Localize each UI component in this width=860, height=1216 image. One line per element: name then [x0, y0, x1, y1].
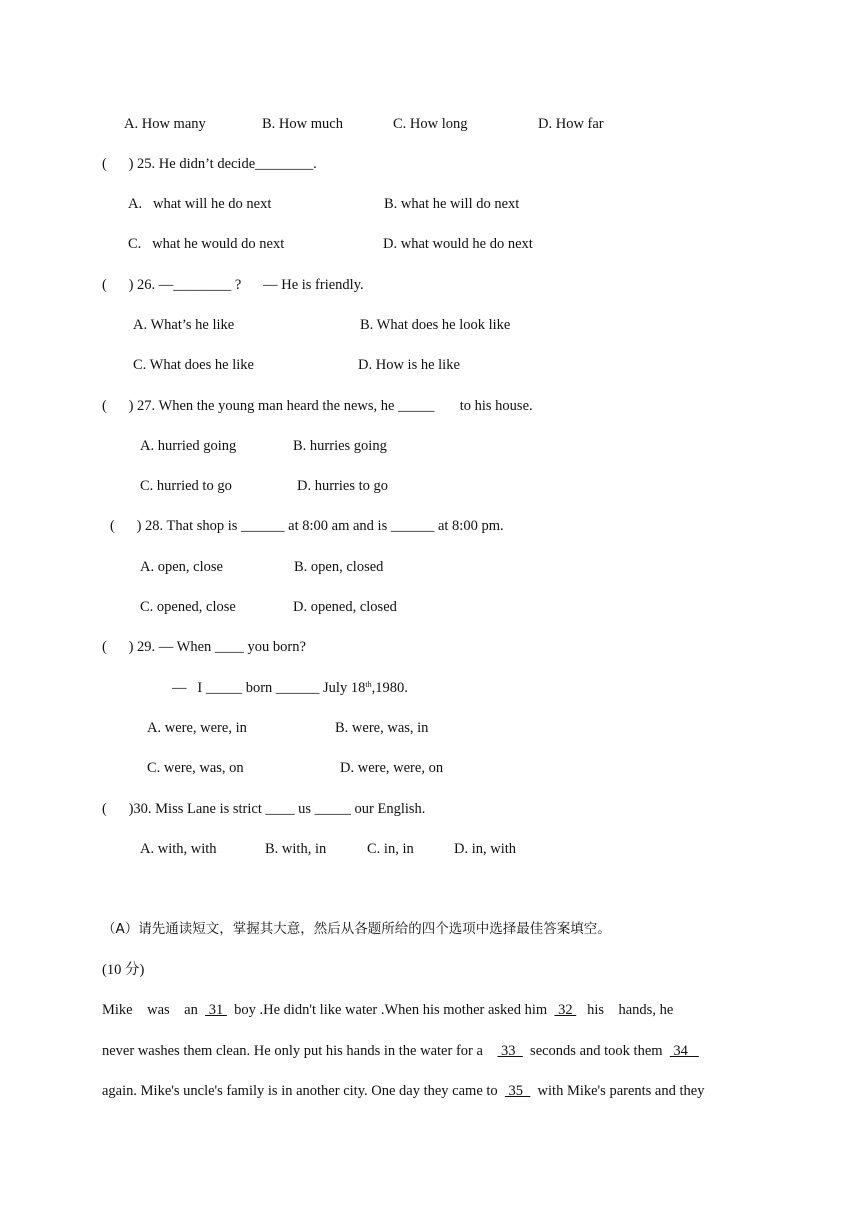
- q27-option-c: C. hurried to go: [140, 478, 232, 494]
- passage-text: again. Mike's uncle's family is in another city. One day they came to: [102, 1083, 505, 1099]
- blank-34: 34: [669, 1043, 699, 1059]
- q30-option-c: C. in, in: [367, 841, 414, 857]
- q26-option-d: D. How is he like: [358, 357, 460, 373]
- q24-option-c: C. How long: [393, 116, 468, 132]
- passage-text: boy .He didn't like water .When his mother asked him: [226, 1002, 555, 1018]
- passage-line-1: [102, 1001, 673, 1019]
- q25-stem: ( ) 25. He didn’t decide________.: [102, 156, 317, 172]
- q28-option-a: A. open, close: [140, 559, 223, 575]
- q29-reply: [172, 679, 408, 697]
- q25-option-c: C. what he would do next: [128, 236, 285, 252]
- q26-stem: ( ) 26. —________ ? — He is friendly.: [102, 277, 364, 293]
- q29-option-b: B. were, was, in: [335, 720, 429, 736]
- q24-option-a: A. How many: [124, 116, 206, 132]
- q27-option-b: B. hurries going: [293, 438, 387, 454]
- blank-32: 32: [554, 1002, 577, 1018]
- passage-text: Mike was an: [102, 1002, 206, 1018]
- q27-stem: ( ) 27. When the young man heard the news, he _____ to his house.: [102, 398, 533, 414]
- q29-reply-year: ,1980.: [371, 680, 408, 696]
- q30-option-d: D. in, with: [454, 841, 517, 857]
- q30-stem: ( )30. Miss Lane is strict ____ us _____ our English.: [102, 801, 426, 817]
- passage-line-2: [102, 1042, 699, 1060]
- q29-stem: ( ) 29. — When ____ you born?: [102, 639, 306, 655]
- q30-option-a: A. with, with: [140, 841, 217, 857]
- q24-option-d: D. How far: [538, 116, 604, 132]
- q30-option-b: B. with, in: [265, 841, 327, 857]
- q25-option-a: A. what will he do next: [128, 196, 272, 212]
- q26-option-b: B. What does he look like: [360, 317, 511, 333]
- q28-stem: ( ) 28. That shop is ______ at 8:00 am and is ______ at 8:00 pm.: [110, 518, 504, 534]
- passage-line-3: [102, 1082, 704, 1100]
- q26-option-c: C. What does he like: [133, 357, 254, 373]
- passage-text: his hands, he: [576, 1002, 674, 1018]
- q29-option-d: D. were, were, on: [340, 760, 444, 776]
- section-a-score: (10 分): [102, 962, 145, 978]
- q24-option-b: B. How much: [262, 116, 343, 132]
- passage-text: with Mike's parents and they: [530, 1083, 705, 1099]
- q26-option-a: A. What’s he like: [133, 317, 235, 333]
- blank-33: 33: [497, 1043, 523, 1059]
- q27-option-d: D. hurries to go: [297, 478, 389, 494]
- q29-option-c: C. were, was, on: [147, 760, 244, 776]
- q25-option-d: D. what would he do next: [383, 236, 533, 252]
- q25-option-b: B. what he will do next: [384, 196, 520, 212]
- q28-option-b: B. open, closed: [294, 559, 384, 575]
- passage-text: never washes them clean. He only put his hands in the water for a: [102, 1043, 498, 1059]
- q29-reply-text: — I _____ born ______ July 18: [172, 680, 366, 696]
- q27-option-a: A. hurried going: [140, 438, 237, 454]
- blank-35: 35: [504, 1083, 531, 1099]
- passage-text: seconds and took them: [522, 1043, 670, 1059]
- q28-option-d: D. opened, closed: [293, 599, 397, 615]
- section-a-instruction: （A）请先通读短文，掌握其大意，然后从各题所给的四个选项中选择最佳答案填空。: [102, 921, 611, 937]
- q29-reply-superscript: th: [365, 680, 372, 689]
- q28-option-c: C. opened, close: [140, 599, 236, 615]
- blank-31: 31: [205, 1002, 227, 1018]
- q29-option-a: A. were, were, in: [147, 720, 247, 736]
